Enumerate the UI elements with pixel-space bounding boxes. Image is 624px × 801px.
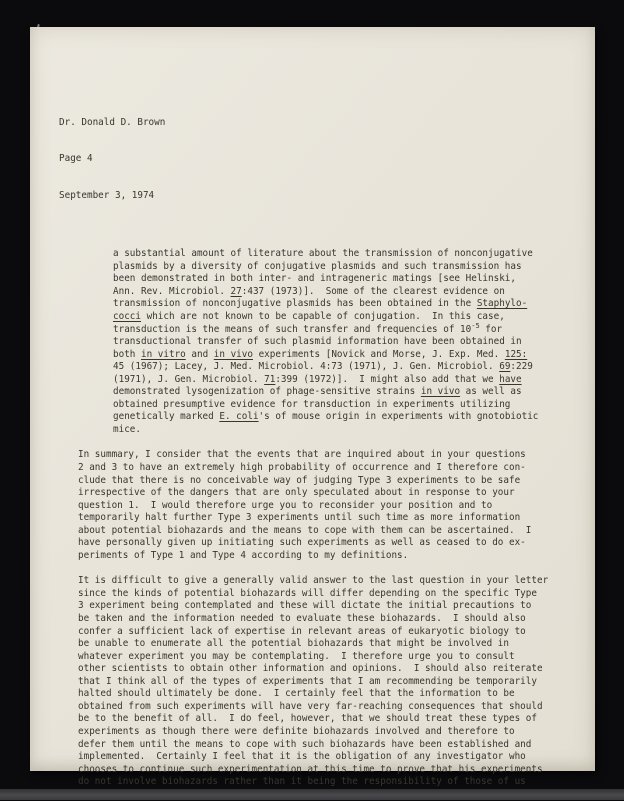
text-line: 3 experiment being contemplated and these will dictate the initial precautions to [78,600,532,612]
text-line: obtained presumptive evidence for transduction in experiments utilizing [113,398,511,410]
text-line: question 1. I would therefore urge you to reconsider your position and to [78,499,493,511]
text-line: plasmids by a diversity of conjugative plasmids and such transmission has [113,260,522,272]
letter-page [30,27,595,788]
text-line: It is difficult to give a generally valid answer to the last question in your letter [78,575,549,587]
text-line: do not involve biohazards rather than it being the responsibility of those of us [78,776,526,788]
paragraph [113,248,581,436]
text-line: that I think all of the types of experiments that I am recommending be temporarily [78,675,537,687]
text-line: other scientists to obtain other information and opinions. I should also reiterate [78,663,543,675]
text-line: In summary, I consider that the events that are inquired about in your questions [78,449,526,461]
text-line: both in vitro and in vivo experiments [Novick and Morse, J. Exp. Med. 125: [113,348,528,360]
text-line: 2 and 3 to have an extremely high probability of occurrence and I therefore con- [78,462,526,474]
paragraph [78,449,581,562]
text-line: confer a sufficient lack of expertise in relevant areas of eukaryotic biology to [78,625,526,637]
text-line: transduction is the means of such transfer and frequencies of $10^{-5}$ for [113,321,503,335]
text-line: defer them until the means to cope with such biohazards have been established and [78,738,532,750]
text-line: demonstrated lysogenization of phage-sensitive strains in vivo as well as [113,386,522,398]
letter-header [59,92,595,227]
text-line: (1971), J. Gen. Microbiol. 71:399 (1972)]. I might also add that we have [113,373,522,385]
text-line: obtained from such experiments will have very far-reaching consequences that should [78,700,543,712]
text-line: implemented. Certainly I feel that it is the obligation of any investigator who [78,751,526,763]
text-line: mice. [113,423,141,435]
text-line: clude that there is no conceivable way of judging Type 3 experiments to be safe [78,474,521,486]
text-line: a substantial amount of literature about the transmission of nonconjugative [113,248,533,260]
letter-body [30,248,595,801]
page-number-line: Page 4 [59,153,93,165]
recipient-line: Dr. Donald D. Brown [59,116,166,128]
text-line: cocci which are not known to be capable of conjugation. In this case, [113,311,505,322]
paragraph [78,575,581,801]
text-line: chooses to continue such experimentation at this time to prove that his experiments [78,763,543,775]
text-line: 45 (1967); Lacey, J. Med. Microbiol. 4:73 (1971), J. Gen. Microbiol. 69:229 [113,361,533,373]
text-line: periments of Type 1 and Type 4 according to my definitions. [78,549,409,561]
text-line: whatever experiment you may be contemplating. I therefore urge you to consult [78,650,515,662]
text-line: be to the benefit of all. I do feel, however, that we should treat these types of [78,713,537,725]
text-line: transmission of nonconjugative plasmids has been obtained in the Staphylo- [113,298,528,310]
text-line: since the kinds of potential biohazards will differ depending on the specific Type [78,587,537,599]
text-line: Ann. Rev. Microbiol. 27:437 (1973)]. Some of the clearest evidence on [113,285,505,297]
text-line: been demonstrated in both inter- and intrageneric matings [see Helinski, [113,273,516,285]
text-line: genetically marked E. coli's of mouse origin in experiments with gnotobiotic [113,411,539,423]
date-line: September 3, 1974 [59,190,155,202]
text-line: be taken and the information needed to evaluate these biohazards. I should also [78,613,526,625]
text-line: halted should ultimately be done. I certainly feel that the information to be [78,688,515,700]
text-line: about potential biohazards and the means to cope with them can be ascertained. I [78,524,532,536]
text-line: be unable to enumerate all the potential biohazards that might be involved in [78,638,509,650]
text-line: experiments as though there were definite biohazards involved and therefore to [78,725,515,737]
scanner-bed-edge [0,789,624,800]
text-line: transductional transfer of such plasmid information have been obtained in [113,336,522,348]
text-line: have personally given up initiating such experiments as well as ceased to do ex- [78,537,526,549]
text-line: irrespective of the dangers that are only speculated about in response to your [78,487,515,499]
text-line: temporarily halt further Type 3 experiments until such time as more information [78,512,521,524]
